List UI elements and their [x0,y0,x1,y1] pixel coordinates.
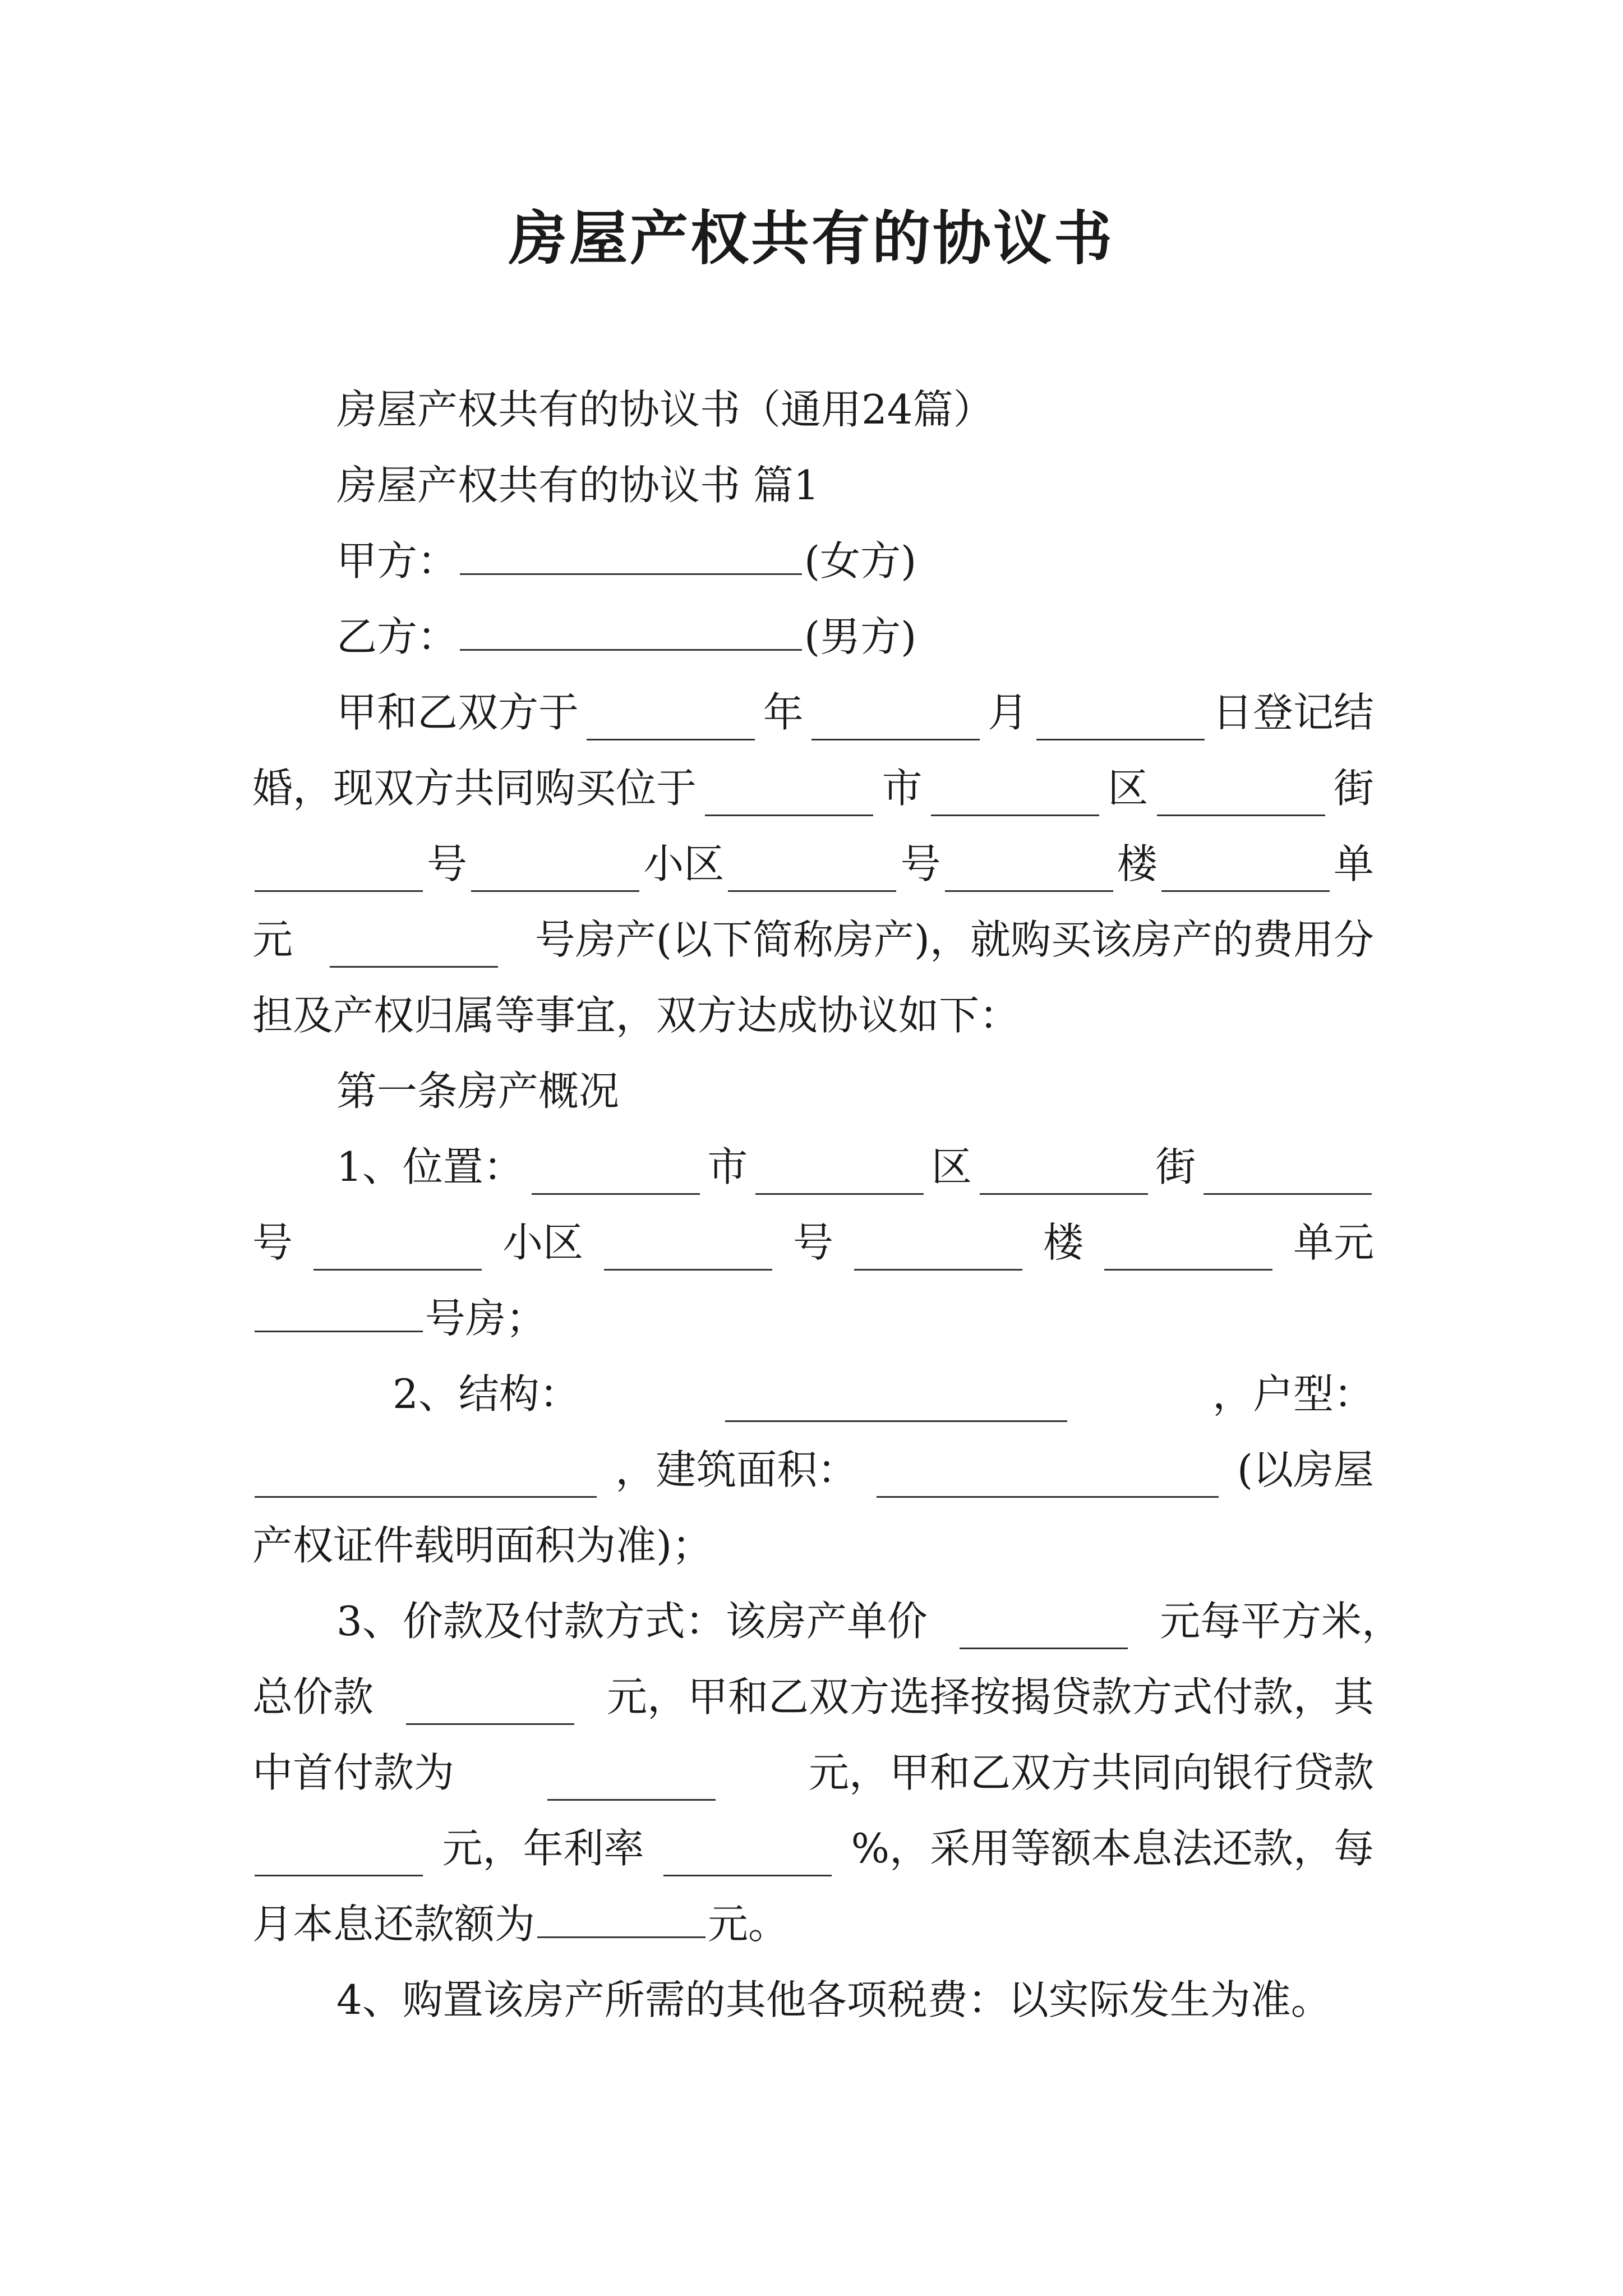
price-text: 3、价款及付款方式：该房产单价 [336,1598,928,1645]
location-text: 1、位置： [336,1143,524,1190]
party-b-role: (男方) [804,613,917,660]
price-line-4 [252,1820,1374,1876]
intro-line-4 [252,912,1374,968]
blank-field [980,1158,1148,1195]
structure-text: 2、结构： [393,1370,580,1418]
structure-text: ，户型： [1212,1370,1374,1418]
blank-field [725,1386,1067,1422]
blank-field [255,1840,423,1876]
intro-line-3 [252,836,1374,892]
article-1-heading: 第一条房产概况 [336,1068,620,1115]
blank-field [255,855,423,892]
blank-field [604,1234,772,1271]
location-text: 小区 [502,1219,583,1266]
price-text: 月本息还款额为 [252,1901,536,1948]
structure-text: (以房屋 [1237,1446,1374,1493]
blank-field [587,704,755,740]
intro-text: 甲和乙双方于 [336,689,579,736]
part-heading: 房屋产权共有的协议书 篇1 [336,462,819,509]
party-b-blank [460,614,802,651]
intro-text: 年 [763,689,804,736]
price-text: 元，年利率 [442,1825,644,1872]
blank-field [330,931,498,968]
intro-text: 街 [1333,765,1374,812]
blank-field [537,1902,706,1938]
blank-field [1157,780,1325,816]
blank-field [877,1461,1219,1498]
party-a-blank [460,539,802,575]
blank-field [471,855,639,892]
blank-field [406,1688,574,1725]
price-text: 总价款 [252,1673,374,1720]
blank-field [532,1158,700,1195]
party-b-label: 乙方： [336,613,458,660]
intro-text: 号 [427,840,468,887]
price-line-5 [252,1896,1374,1952]
intro-text: 单 [1333,840,1374,887]
location-line-1 [336,1139,1374,1195]
price-line-2 [252,1669,1374,1725]
blank-field [931,780,1099,816]
location-text: 街 [1155,1143,1196,1190]
location-text: 楼 [1043,1219,1083,1266]
party-b-line [336,609,1458,665]
blank-field [945,855,1113,892]
intro-text: 号 [900,840,941,887]
blank-field [255,1296,423,1332]
price-text: 元每平方米， [1159,1598,1402,1645]
blank-field [755,1158,924,1195]
price-text: %，采用等额本息法还款，每 [851,1825,1374,1872]
intro-text: 元 [252,916,293,963]
price-text: 元，甲和乙双方选择按揭贷款方式付款，其 [606,1673,1374,1720]
intro-text: 日登记结 [1212,689,1374,736]
blank-field [1036,704,1205,740]
intro-line-5: 担及产权归属等事宜，双方达成协议如下： [252,992,1020,1039]
intro-line-2 [252,760,1374,816]
intro-line-1 [336,684,1374,740]
party-a-label: 甲方： [336,537,458,585]
blank-field [547,1764,716,1801]
price-text: 中首付款为 [252,1749,455,1796]
location-line-2 [252,1214,1374,1271]
intro-text: 小区 [643,840,725,887]
blank-field [313,1234,482,1271]
blank-field [811,704,980,740]
blank-field [705,780,873,816]
blank-field [1161,855,1330,892]
blank-field [255,1461,597,1498]
structure-line-2 [252,1442,1374,1498]
price-line-1 [336,1593,1402,1649]
structure-text: ，建筑面积： [615,1446,858,1493]
document-subtitle: 房屋产权共有的协议书（通用24篇） [336,386,994,433]
intro-text: 婚，现双方共同购买位于 [252,765,697,812]
price-text: 元，甲和乙双方共同向银行贷款 [808,1749,1374,1796]
location-text: 市 [707,1143,748,1190]
blank-field [728,855,896,892]
party-a-role: (女方) [804,537,917,585]
blank-field [960,1613,1128,1649]
intro-text: 号房产(以下简称房产)，就购买该房产的费用分 [534,916,1374,963]
structure-line-3: 产权证件载明面积为准)； [252,1522,713,1569]
blank-field [1204,1158,1372,1195]
location-text: 区 [931,1143,972,1190]
location-text: 单元 [1293,1219,1374,1266]
intro-text: 区 [1108,765,1149,812]
blank-field [663,1840,832,1876]
party-a-line [336,533,1458,589]
document-title: 房屋产权共有的协议书 [508,204,1114,273]
blank-field [854,1234,1022,1271]
intro-text: 月 [988,689,1029,736]
location-text: 号 [252,1219,293,1266]
location-text: 号 [792,1219,833,1266]
intro-text: 楼 [1117,840,1158,887]
location-line-3 [252,1290,1374,1346]
intro-text: 市 [882,765,923,812]
price-text: 元。 [708,1901,789,1948]
tax-line: 4、购置该房产所需的其他各项税费：以实际发生为准。 [336,1976,1331,2023]
price-line-3 [252,1745,1374,1801]
blank-field [1104,1234,1272,1271]
location-text: 号房； [425,1295,547,1342]
structure-line-1 [393,1366,1374,1422]
